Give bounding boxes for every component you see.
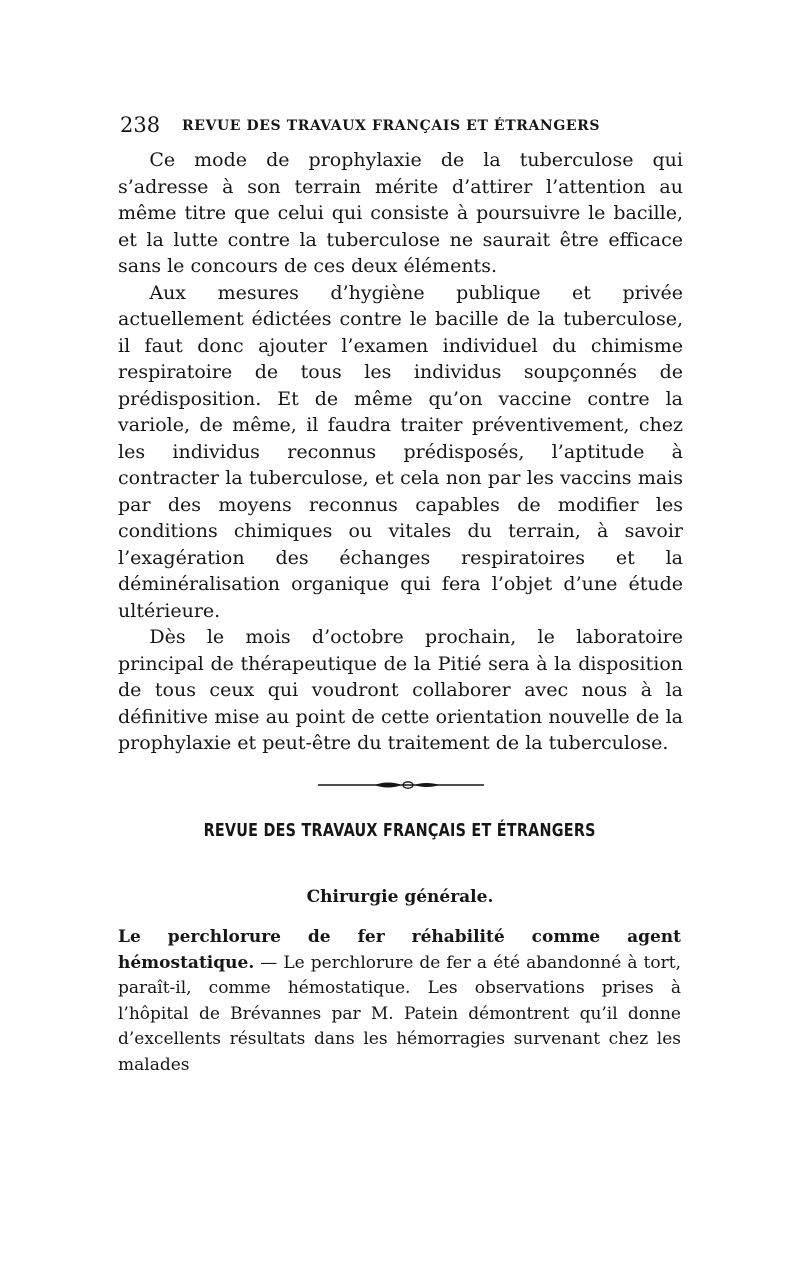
- running-header: [120, 112, 680, 138]
- paragraph-1: Ce mode de prophylaxie de la tuberculose qui s’adresse à son terrain mérite d’attirer l’attention au même titre que celui qui consiste à poursuivre le bacille, et la lutte contre la tuberculose ne saurait être efficace sans le concours de ces deux éléments.: [118, 149, 683, 277]
- abstract-entry: [118, 925, 681, 1078]
- body-text: [118, 147, 683, 757]
- paragraph-3: Dès le mois d’octobre prochain, le laboratoire principal de thérapeutique de la Pitié sera à la disposition de tous ceux qui voudront collaborer avec nous à la définitive mise au point de cette orientation nouvelle de la prophylaxie et peut-être du traitement de la tuberculose.: [118, 626, 683, 754]
- running-title: REVUE DES TRAVAUX FRANÇAIS ET ÉTRANGERS: [182, 118, 601, 134]
- paragraph-2: Aux mesures d’hygiène publique et privée actuellement édictées contre le bacille de la tuberculose, il faut donc ajouter l’examen individuel du chimisme respiratoire de tous les individus soupçonnés de prédisposition. Et de même qu’on vaccine contre la variole, de même, il faudra traiter préventivement, chez les individus reconnus prédisposés, l’aptitude à contracter la tuberculose, et cela non par les vaccins mais par des moyens reconnus capables de modifier les conditions chimiques ou vitales du terrain, à savoir l’exagération des échanges respiratoires et la déminéralisation organique qui fera l’objet d’une étude ultérieure.: [118, 281, 683, 622]
- page-number: 238: [120, 113, 161, 137]
- section-heading: REVUE DES TRAVAUX FRANÇAIS ET ÉTRANGERS: [203, 821, 596, 841]
- abstract-text: — Le perchlorure de fer a été abandonné à tort, paraît-il, comme hémostatique. Les observations prises à l’hôpital de Brévannes par M. Patein démontrent qu’il donne d’excellents résultats dans les hémorragies survenant chez les malades: [118, 952, 681, 1075]
- abstract-title: Le perchlorure de fer réhabilité comme agent hémostatique.: [118, 927, 681, 973]
- section-subheading: Chirurgie générale.: [306, 887, 494, 907]
- ornament-divider: [318, 779, 484, 791]
